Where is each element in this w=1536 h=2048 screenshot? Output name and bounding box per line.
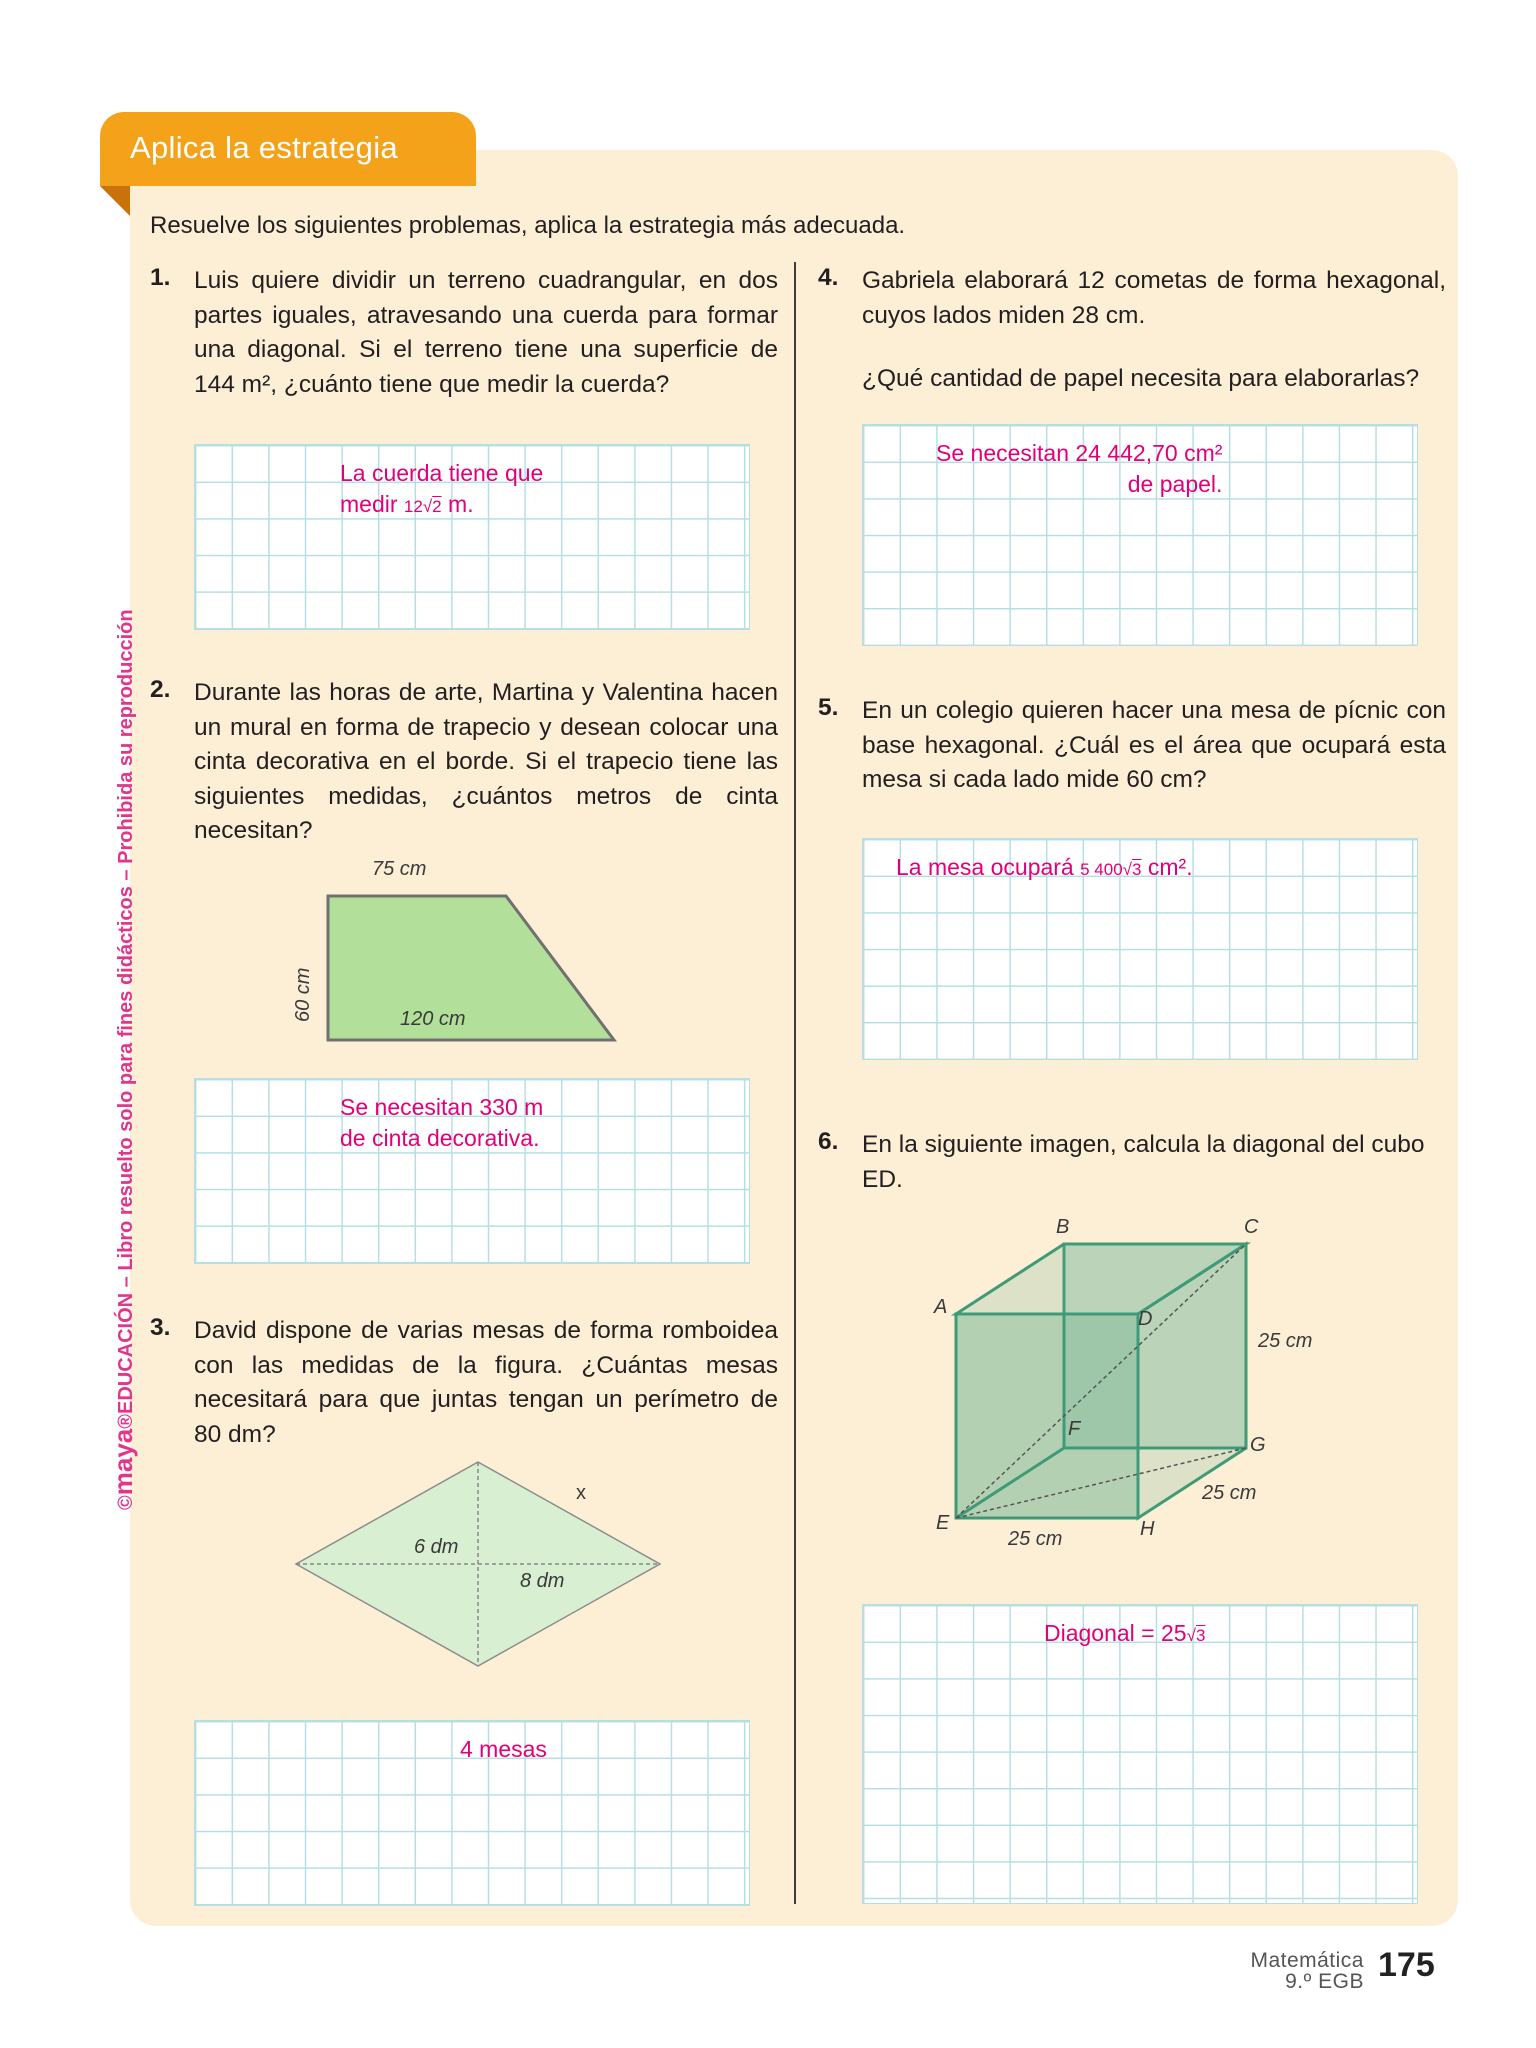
answer-2-line2: de cinta decorativa. — [340, 1125, 540, 1151]
section-title: Aplica la estrategia — [130, 130, 398, 165]
answer-1-line2: medir 12√2 m. — [340, 491, 474, 517]
instruction-text: Resuelve los siguientes problemas, aplica la estrategia más adecuada. — [150, 212, 906, 239]
problem-2-number: 2. — [150, 676, 171, 703]
footer-subject — [1250, 1950, 1364, 1992]
vertex-g: G — [1250, 1434, 1266, 1456]
rhombus-side-label: x — [576, 1482, 586, 1504]
vertex-c: C — [1244, 1216, 1259, 1238]
answer-1-line1: La cuerda tiene que — [340, 460, 544, 486]
problem-5-text: En un colegio quieren hacer una mesa de pícnic con base hexagonal. ¿Cuál es el área que ocupará esta mesa si cada lado mide 60 cm? — [862, 697, 1446, 793]
answer-3: 4 mesas — [460, 1736, 547, 1762]
problem-1-number: 1. — [150, 264, 171, 291]
cube-edge-label-depth: 25 cm — [1202, 1482, 1257, 1504]
answer-5: La mesa ocupará 5 400√3 cm². — [896, 854, 1193, 880]
trapezoid-top-label: 75 cm — [372, 858, 427, 880]
copyright-text: ®EDUCACIÓN – Libro resuelto solo para fines didácticos – Prohibida su reproducción — [115, 609, 137, 1429]
trapezoid-bottom-label: 120 cm — [400, 1008, 466, 1030]
problem-5-number: 5. — [818, 694, 839, 721]
vertex-d: D — [1138, 1308, 1153, 1330]
answer-4-line2: de papel. — [1127, 471, 1223, 497]
vertex-h: H — [1140, 1518, 1155, 1540]
brand-logo: maya — [108, 1428, 138, 1496]
rhombus-half-diagonal-2: 8 dm — [520, 1570, 565, 1592]
page-number: 175 — [1378, 1946, 1435, 1984]
problem-2-text: Durante las horas de arte, Martina y Valentina hacen un mural en forma de trapecio y desean colocar una cinta decorativa en el borde. Si el trapecio tiene las siguientes medidas, ¿cuántos metros de cinta necesitan? — [194, 679, 778, 844]
problem-3-text: David dispone de varias mesas de forma romboidea con las medidas de la figura. ¿Cuántas mesas necesitará para que juntas tengan un perímetro de 80 dm? — [194, 1317, 778, 1448]
footer-subject-name: Matemática — [1250, 1949, 1364, 1972]
vertex-b: B — [1056, 1216, 1070, 1238]
cube-edge-label-width: 25 cm — [1008, 1528, 1063, 1550]
problem-6-number: 6. — [818, 1128, 839, 1155]
footer-grade: 9.º EGB — [1285, 1970, 1364, 1993]
trapezoid-side-label: 60 cm — [292, 967, 314, 1022]
problem-6-text: En la siguiente imagen, calcula la diagonal del cubo ED. — [862, 1131, 1425, 1193]
problem-4-number: 4. — [818, 264, 839, 291]
problem-3-number: 3. — [150, 1314, 171, 1341]
answer-4-line1: Se necesitan 24 442,70 cm² — [936, 440, 1223, 466]
cube-edge-label-height: 25 cm — [1258, 1330, 1313, 1352]
problem-4-text: Gabriela elaborará 12 cometas de forma hexagonal, cuyos lados miden 28 cm. — [862, 267, 1446, 329]
problem-1-text: Luis quiere dividir un terreno cuadrangular, en dos partes iguales, atravesando una cuerda para formar una diagonal. Si el terreno tiene una superficie de 144 m², ¿cuánto tiene que medir la cuerda? — [194, 267, 778, 398]
answer-6: Diagonal = 25√3 — [1044, 1620, 1206, 1646]
copyright-symbol: © — [115, 1495, 137, 1510]
problem-4-question: ¿Qué cantidad de papel necesita para elaborarlas? — [862, 365, 1420, 392]
vertex-f: F — [1068, 1418, 1081, 1440]
vertex-a: A — [934, 1296, 948, 1318]
vertex-e: E — [936, 1512, 950, 1534]
answer-2-line1: Se necesitan 330 m — [340, 1094, 544, 1120]
rhombus-half-diagonal-1: 6 dm — [414, 1536, 459, 1558]
